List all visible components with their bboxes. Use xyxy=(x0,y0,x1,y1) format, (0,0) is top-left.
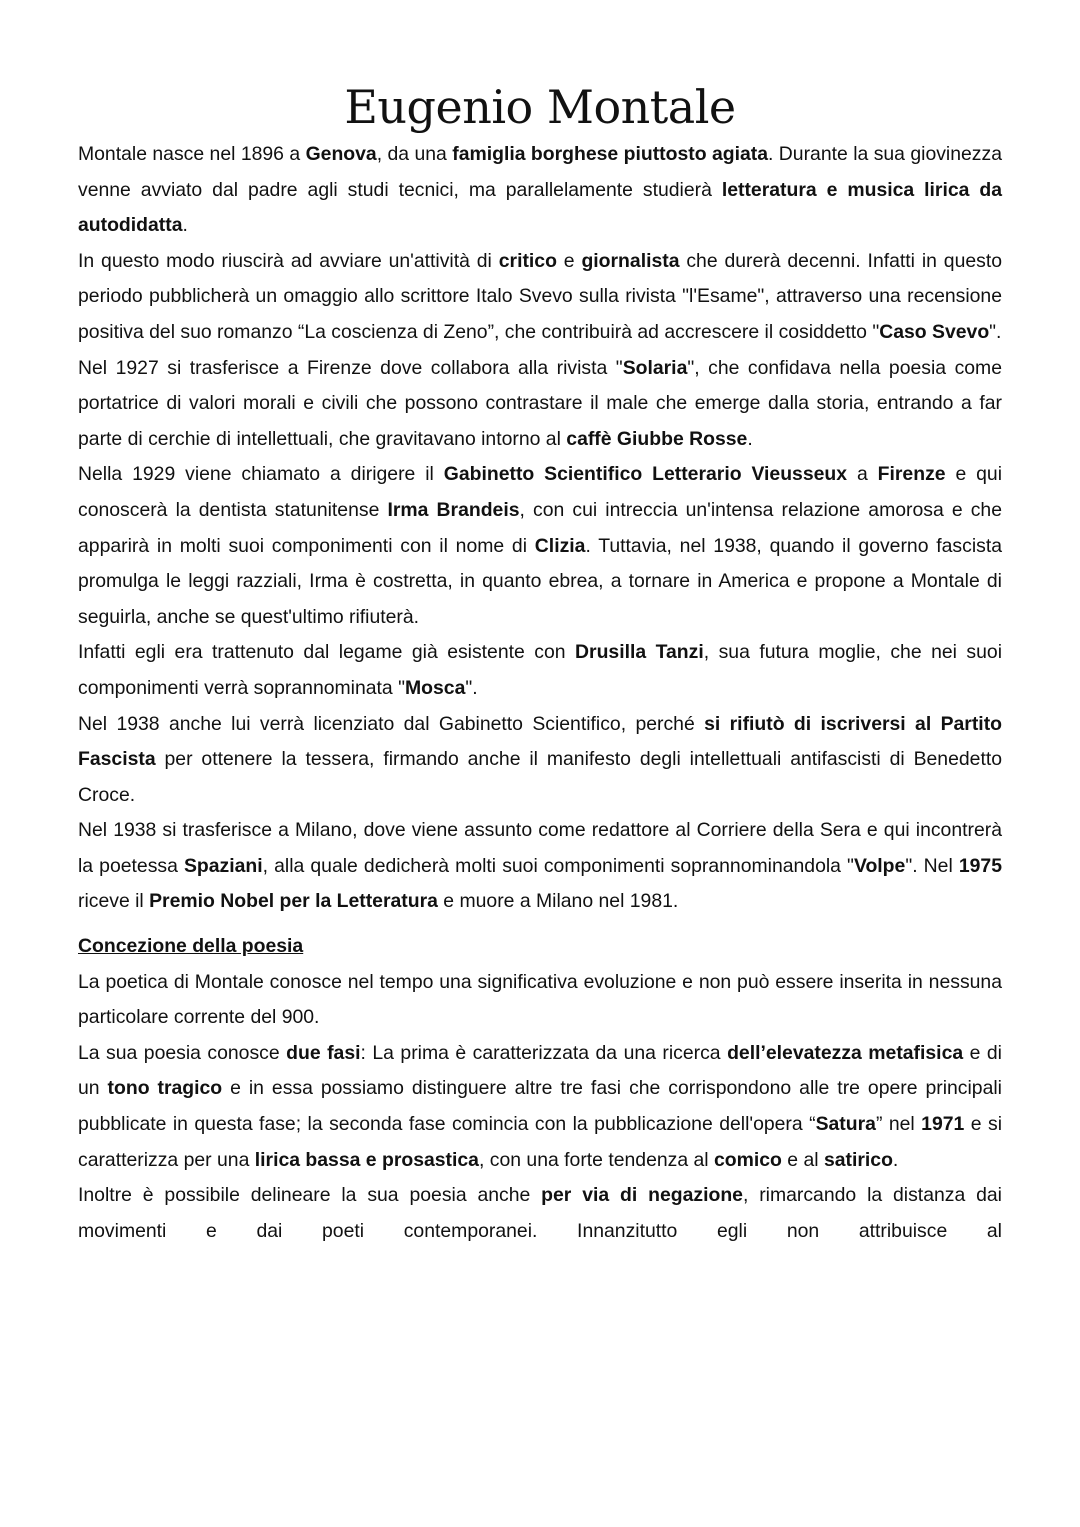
text-run: , da una xyxy=(376,143,453,165)
text-run: , con una forte tendenza al xyxy=(478,1148,714,1171)
bold-text: tono tragico xyxy=(107,1077,223,1100)
paragraph xyxy=(78,244,1002,351)
document-body xyxy=(78,137,1002,1249)
paragraph xyxy=(78,1036,1002,1178)
text-run: , rimarcando la distanza dai movimenti e dai poeti contemporanei. Innanzitutto egli non attribuisce al xyxy=(78,1184,1002,1242)
text-run: Nel 1927 si trasferisce a Firenze dove collabora alla rivista " xyxy=(78,356,623,379)
text-run: Nel 1938 anche lui verrà licenziato dal Gabinetto Scientifico, perché xyxy=(78,712,705,735)
bold-text: giornalista xyxy=(581,249,680,272)
text-run: ". xyxy=(465,676,478,699)
biography-section xyxy=(78,137,1002,920)
bold-text: dell’elevatezza metafisica xyxy=(727,1041,964,1064)
bold-text: comico xyxy=(714,1148,782,1171)
text-run: e si caratterizza per una xyxy=(78,1113,1002,1171)
bold-text: Mosca xyxy=(405,676,466,699)
bold-text: critico xyxy=(498,249,557,272)
bold-text: Genova xyxy=(305,143,377,165)
bold-text: 1975 xyxy=(958,854,1002,877)
bold-text: si rifiutò di iscriversi al Partito Fascista xyxy=(78,712,1002,771)
bold-text: Solaria xyxy=(622,356,688,379)
text-run: che durerà decenni. Infatti in questo periodo pubblicherà un omaggio allo scrittore Italo Svevo sulla rivista "l'Esame", attraverso una recensione positiva del suo romanzo “La coscienza di Zeno”, che contribuirà ad accrescere il cosiddetto " xyxy=(78,249,1003,343)
bold-text: due fasi xyxy=(286,1041,361,1064)
section-heading: Concezione della poesia xyxy=(78,935,304,958)
bold-text: Premio Nobel per la Letteratura xyxy=(149,890,438,913)
text-run: ", che confidava nella poesia come portatrice di valori morali e civili che possono contrastare il male che emerge dalla storia, entrando a far parte di cerchie di intellettuali, che gravitavano intorno al xyxy=(78,356,1002,450)
text-run: e xyxy=(556,249,582,272)
paragraph xyxy=(78,707,1002,814)
text-run: . Tuttavia, nel 1938, quando il governo fascista promulga le leggi razziali, Irma è costretta, in quanto ebrea, a tornare in America e propone a Montale di seguirla, anche se quest'ultimo rifiuterà. xyxy=(78,534,1002,628)
text-run: e al xyxy=(781,1148,824,1171)
document-title: Eugenio Montale xyxy=(344,80,736,134)
text-run: per ottenere la tessera, firmando anche il manifesto degli intellettuali antifascisti di Benedetto Croce. xyxy=(78,748,1002,806)
text-run: . Durante la sua giovinezza venne avviato dal padre agli studi tecnici, ma parallelamente studierà xyxy=(78,143,1002,201)
text-run: e qui conoscerà la dentista statunitense xyxy=(78,463,1003,521)
bold-text: letteratura e musica lirica da autodidatta xyxy=(78,178,1002,237)
paragraph xyxy=(78,965,1002,1036)
text-run: ". Nel xyxy=(905,854,959,877)
text-run: e muore a Milano nel 1981. xyxy=(437,890,679,913)
bold-text: caffè Giubbe Rosse xyxy=(566,427,748,450)
paragraph xyxy=(78,137,1002,244)
text-run: , alla quale dedicherà molti suoi componimenti soprannominandola " xyxy=(262,854,854,877)
text-run: ". xyxy=(989,320,1002,343)
bold-text: Firenze xyxy=(877,463,946,486)
text-run: . xyxy=(182,214,188,237)
bold-text: lirica bassa e prosastica xyxy=(254,1148,479,1171)
bold-text: per via di negazione xyxy=(541,1184,743,1207)
text-run: La sua poesia conosce xyxy=(78,1041,287,1064)
text-run: Inoltre è possibile delineare la sua poesia anche xyxy=(78,1184,542,1207)
bold-text: Irma Brandeis xyxy=(387,498,520,521)
text-run: . xyxy=(892,1148,899,1171)
bold-text: Spaziani xyxy=(183,854,263,877)
paragraph xyxy=(78,351,1002,458)
bold-text: Gabinetto Scientifico Letterario Vieusseux xyxy=(443,463,848,486)
paragraph xyxy=(78,635,1002,706)
text-run: e in essa possiamo distinguere altre tre fasi che corrispondono alle tre opere principali pubblicate in questa fase; la seconda fase comincia con la pubblicazione dell'opera “ xyxy=(78,1077,1002,1136)
text-run: La poetica di Montale conosce nel tempo una significativa evoluzione e non può essere inserita in nessuna particolare corrente del 900. xyxy=(78,970,1002,1029)
text-run: Infatti egli era trattenuto dal legame già esistente con xyxy=(78,641,576,664)
text-run: Nel 1938 si trasferisce a Milano, dove viene assunto come redattore al Corriere della Sera e qui incontrerà la poetessa xyxy=(78,819,1002,877)
text-run: a xyxy=(847,463,878,486)
poetics-section xyxy=(78,965,1002,1250)
text-run: : La prima è caratterizzata da una ricerca xyxy=(360,1041,728,1064)
text-run: In questo modo riuscirà ad avviare un'attività di xyxy=(78,249,499,272)
bold-text: Satura xyxy=(815,1113,876,1136)
paragraph xyxy=(78,457,1002,635)
text-run: Nella 1929 viene chiamato a dirigere il xyxy=(78,463,444,486)
bold-text: satirico xyxy=(823,1148,893,1171)
paragraph xyxy=(78,813,1002,920)
bold-text: Volpe xyxy=(853,854,906,877)
paragraph xyxy=(78,1178,1002,1249)
bold-text: Drusilla Tanzi xyxy=(575,641,704,664)
text-run: ” nel xyxy=(875,1113,922,1136)
bold-text: Clizia xyxy=(534,534,586,557)
text-run: riceve il xyxy=(78,890,150,913)
text-run: . xyxy=(747,427,753,450)
text-run: , sua futura moglie, che nei suoi componimenti verrà soprannominata " xyxy=(78,641,1002,699)
bold-text: famiglia borghese piuttosto agiata xyxy=(452,143,768,165)
text-run: Montale nasce nel 1896 a xyxy=(78,143,306,165)
text-run: , con cui intreccia un'intensa relazione amorosa e che apparirà in molti suoi componimenti con il nome di xyxy=(78,498,1002,557)
bold-text: Caso Svevo xyxy=(879,320,990,343)
bold-text: 1971 xyxy=(921,1113,965,1136)
text-run: e di un xyxy=(78,1041,1002,1100)
